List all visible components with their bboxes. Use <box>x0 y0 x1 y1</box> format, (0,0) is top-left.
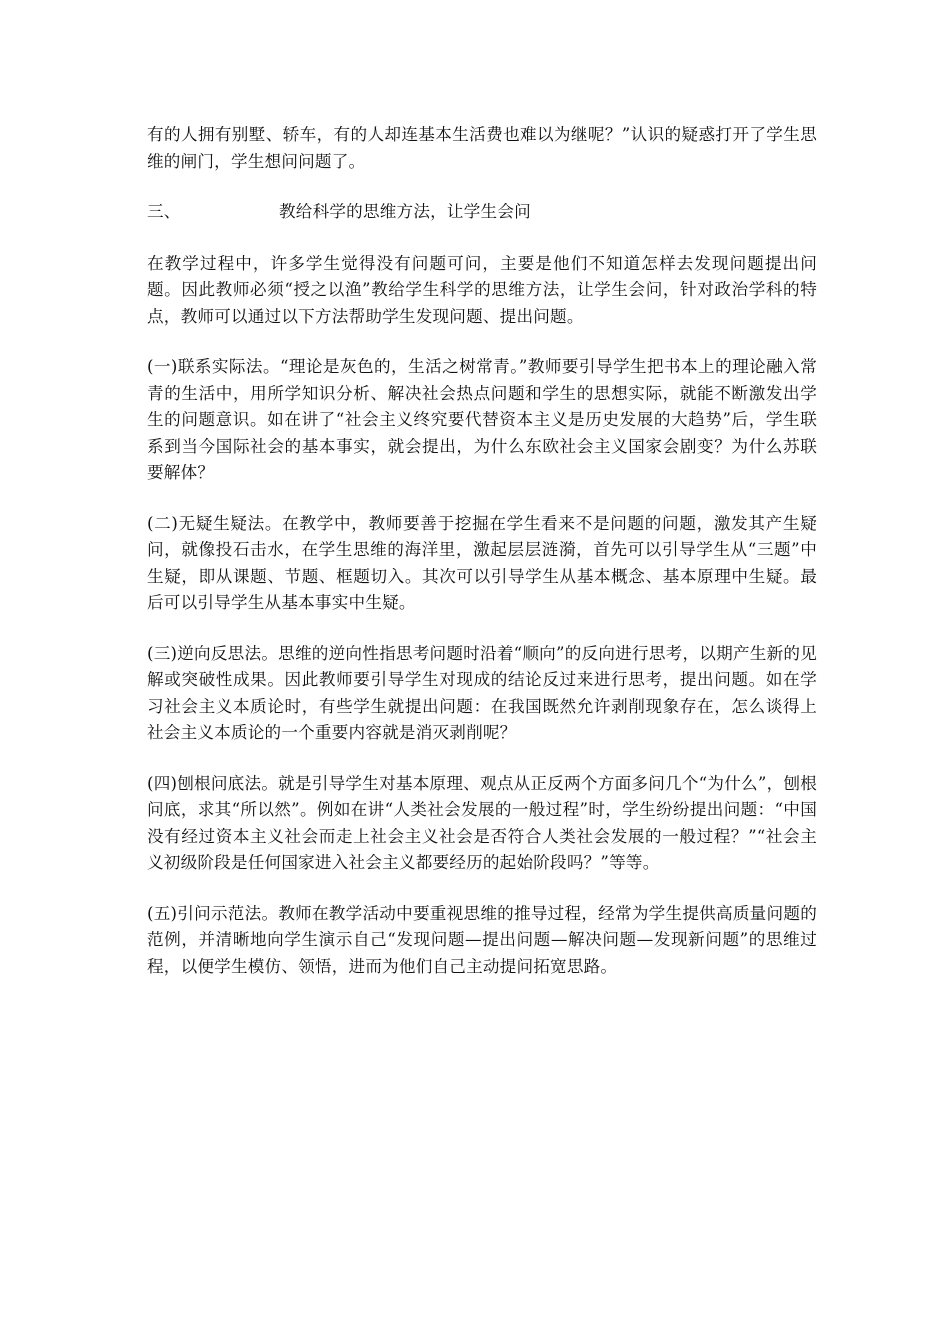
paragraph-method-5: (五)引问示范法。教师在教学活动中要重视思维的推导过程，经常为学生提供高质量问题的范例，并清晰地向学生演示自己“发现问题—提出问题—解决问题—发现新问题”的思维过程，以便学生模仿、领悟，进而为他们自己主动提问拓宽思路。 <box>147 903 817 976</box>
paragraph-intro: 有的人拥有别墅、轿车，有的人却连基本生活费也难以为继呢？”认识的疑惑打开了学生思维的闸门，学生想问问题了。 <box>147 125 817 171</box>
paragraph-method-2: (二)无疑生疑法。在教学中，教师要善于挖掘在学生看来不是问题的问题，激发其产生疑问，就像投石击水，在学生思维的海洋里，激起层层涟漪，首先可以引导学生从“三题”中生疑，即从课题、节题、框题切入。其次可以引导学生从基本概念、基本原理中生疑。最后可以引导学生从基本事实中生疑。 <box>147 513 817 612</box>
document-body <box>147 122 817 1004</box>
section-heading <box>147 199 817 226</box>
paragraph-section-intro: 在教学过程中，许多学生觉得没有问题可问，主要是他们不知道怎样去发现问题提出问题。因此教师必须“授之以渔”教给学生科学的思维方法，让学生会问，针对政治学科的特点，教师可以通过以下方法帮助学生发现问题、提出问题。 <box>147 253 817 326</box>
section-heading-number: 三、 <box>147 202 181 221</box>
paragraph-method-3: (三)逆向反思法。思维的逆向性指思考问题时沿着“顺向”的反向进行思考，以期产生新的见解或突破性成果。因此教师要引导学生对现成的结论反过来进行思考，提出问题。如在学习社会主义本质论时，有些学生就提出问题：在我国既然允许剥削现象存在，怎么谈得上社会主义本质论的一个重要内容就是消灭剥削呢？ <box>147 643 817 742</box>
section-heading-title: 教给科学的思维方法，让学生会问 <box>279 202 531 221</box>
paragraph-method-1: (一)联系实际法。“理论是灰色的，生活之树常青。”教师要引导学生把书本上的理论融入常青的生活中，用所学知识分析、解决社会热点问题和学生的思想实际，就能不断激发出学生的问题意识。如在讲了“社会主义终究要代替资本主义是历史发展的大趋势”后，学生联系到当今国际社会的基本事实，就会提出，为什么东欧社会主义国家会剧变？为什么苏联要解体？ <box>147 357 817 482</box>
paragraph-method-4: (四)刨根问底法。就是引导学生对基本原理、观点从正反两个方面多问几个“为什么”，刨根问底，求其“所以然”。例如在讲“人类社会发展的一般过程”时，学生纷纷提出问题：“中国没有经过资本主义社会而走上社会主义社会是否符合人类社会发展的一般过程？”“社会主义初级阶段是任何国家进入社会主义都要经历的起始阶段吗？”等等。 <box>147 773 817 872</box>
